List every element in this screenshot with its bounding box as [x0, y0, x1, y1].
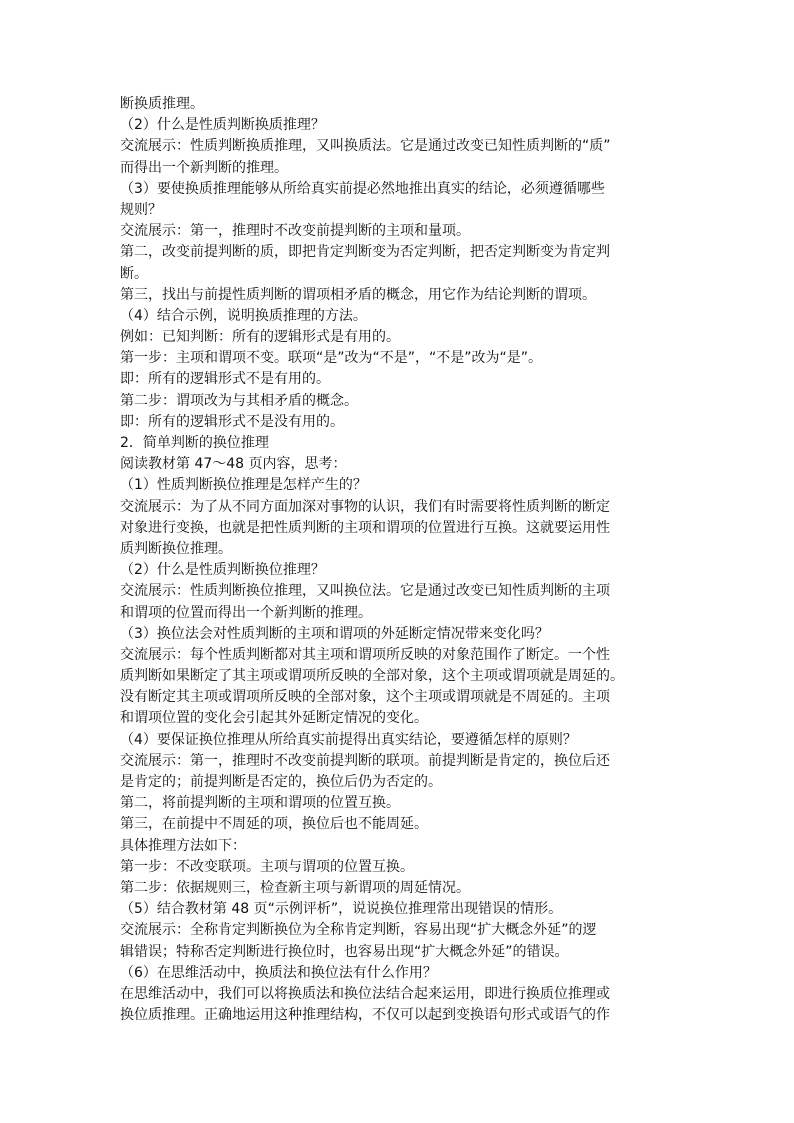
- text-line: 断。: [120, 265, 148, 282]
- text-line: 阅读教材第 47～48 页内容，思考：: [120, 456, 347, 473]
- question-line: （6）在思维活动中，换质法和换位法有什么作用？: [120, 964, 437, 981]
- text-line: 第二，将前提判断的主项和谓项的位置互换。: [120, 795, 400, 812]
- text-line: 对象进行变换，也就是把性质判断的主项和谓项的位置进行互换。这就要运用性: [120, 519, 610, 536]
- text-line: 规则？: [120, 201, 162, 218]
- text-line: 没有断定其主项或谓项所反映的全部对象，这个主项或谓项就是不周延的。主项: [120, 689, 610, 706]
- text-line: 即：所有的逻辑形式不是没有用的。: [120, 413, 344, 430]
- text-line: 辑错误；特称否定判断进行换位时，也容易出现“扩大概念外延”的错误。: [120, 943, 569, 960]
- text-line: 第三，找出与前提性质判断的谓项相矛盾的概念，用它作为结论判断的谓项。: [120, 286, 596, 303]
- text-line: 第一步：不改变联项。主项与谓项的位置互换。: [120, 858, 414, 875]
- text-line: 交流展示：第一，推理时不改变前提判断的联项。前提判断是肯定的，换位后还: [120, 752, 610, 769]
- text-line: 和谓项位置的变化会引起其外延断定情况的变化。: [120, 710, 428, 727]
- text-line: 断换质推理。: [120, 96, 204, 112]
- question-line: （3）要使换质推理能够从所给真实前提必然地推出真实的结论，必须遵循哪些: [120, 180, 605, 197]
- question-line: （2）什么是性质判断换位推理？: [120, 562, 325, 579]
- text-line: 是肯定的；前提判断是否定的，换位后仍为否定的。: [120, 774, 442, 790]
- text-line: 和谓项的位置而得出一个新判断的推理。: [120, 604, 372, 621]
- question-line: （1）性质判断换位推理是怎样产生的？: [120, 477, 367, 494]
- question-line: （4）要保证换位推理从所给真实前提得出真实结论，要遵循怎样的原则？: [120, 731, 577, 748]
- section-heading: 2．简单判断的换位推理: [120, 435, 269, 451]
- text-line: 具体推理方法如下：: [120, 837, 246, 854]
- text-line: 第二，改变前提判断的质，即把肯定判断变为否定判断，把否定判断变为肯定判: [120, 244, 610, 261]
- text-line: 质判断换位推理。: [120, 540, 232, 557]
- text-line: 例如：已知判断：所有的逻辑形式是有用的。: [120, 329, 400, 346]
- question-line: （4）结合示例，说明换质推理的方法。: [120, 307, 367, 324]
- text-line: 交流展示：每个性质判断都对其主项和谓项所反映的对象范围作了断定。一个性: [120, 646, 610, 663]
- text-line: 第一步：主项和谓项不变。联项“是”改为“不是”，“不是”改为“是”。: [120, 350, 543, 367]
- question-line: （3）换位法会对性质判断的主项和谓项的外延断定情况带来变化吗？: [120, 625, 549, 642]
- text-line: 交流展示：全称肯定判断换位为全称肯定判断，容易出现“扩大概念外延”的逻: [120, 922, 597, 939]
- question-line: （2）什么是性质判断换质推理？: [120, 117, 325, 134]
- question-line: （5）结合教材第 48 页“示例评析”，说说换位推理常出现错误的情形。: [120, 901, 563, 918]
- text-line: 即：所有的逻辑形式不是有用的。: [120, 371, 330, 388]
- text-line: 在思维活动中，我们可以将换质法和换位法结合起来运用，即进行换质位推理或: [120, 985, 610, 1002]
- text-line: 交流展示：第一，推理时不改变前提判断的主项和量项。: [120, 223, 470, 240]
- text-line: 交流展示：为了从不同方面加深对事物的认识，我们有时需要将性质判断的断定: [120, 498, 610, 515]
- text-line: 而得出一个新判断的推理。: [120, 159, 288, 176]
- text-line: 交流展示：性质判断换质推理，又叫换质法。它是通过改变已知性质判断的“质”: [120, 138, 611, 155]
- text-line: 质判断如果断定了其主项或谓项所反映的全部对象，这个主项或谓项就是周延的。: [120, 668, 624, 685]
- text-line: 第二步：依据规则三，检查新主项与新谓项的周延情况。: [120, 879, 470, 896]
- text-line: 第三，在前提中不周延的项，换位后也不能周延。: [120, 816, 428, 833]
- text-line: 换位质推理。正确地运用这种推理结构，不仅可以起到变换语句形式或语气的作: [120, 1007, 610, 1024]
- text-line: 第二步：谓项改为与其相矛盾的概念。: [120, 392, 358, 409]
- text-line: 交流展示：性质判断换位推理，又叫换位法。它是通过改变已知性质判断的主项: [120, 583, 610, 600]
